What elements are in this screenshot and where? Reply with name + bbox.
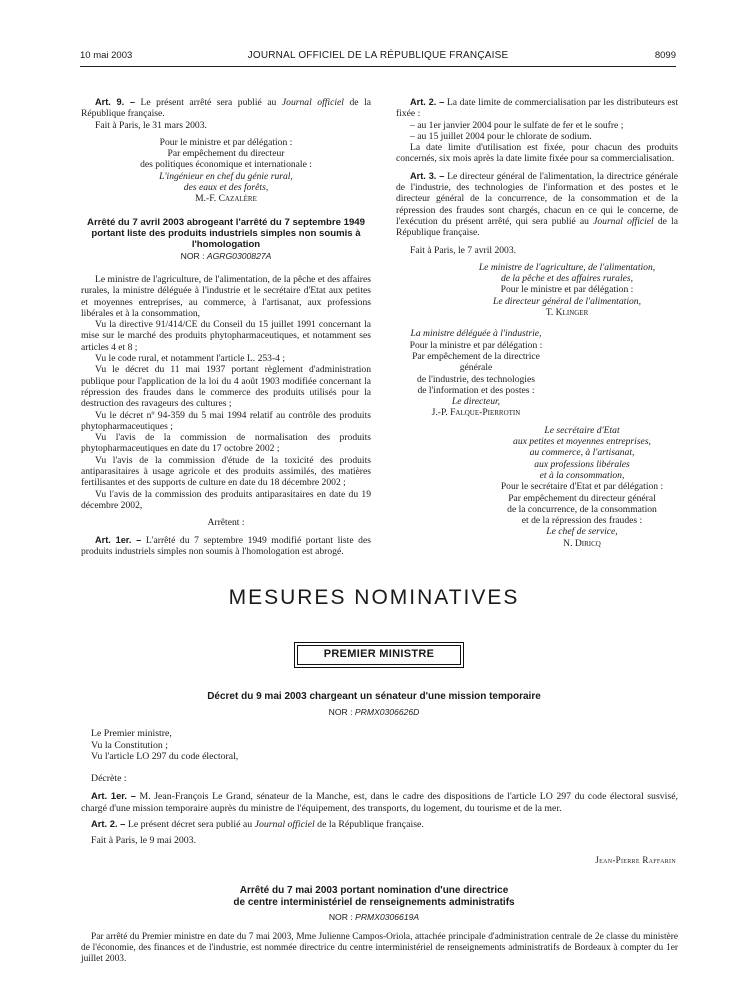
vu-paragraph: Vu l'avis de la commission d'étude de la toxicité des produits antiparasitaires à usage agricole et des produits assimilés, des matières fertilisantes et des supports de culture en date du 18 décembre 2002 ; [81, 454, 371, 489]
done-at: Fait à Paris, le 7 avril 2003. [410, 244, 517, 256]
vu-paragraph: Vu l'avis de la commission des produits antiparasitaires en date du 19 décembre 2002, [81, 488, 371, 511]
list-item: – au 1er janvier 2004 pour le sulfate de fer et le soufre ; [410, 119, 624, 131]
vu-paragraph: Vu le code rural, et notamment l'article L. 253-4 ; [95, 353, 286, 365]
decrete-heading: Décrète : [91, 772, 127, 784]
page-header [80, 50, 676, 64]
list-item: – au 15 juillet 2004 pour le chlorate de sodium. [410, 130, 592, 142]
vu-paragraph: Vu le décret nº 94-359 du 5 mai 1994 relatif au contrôle des produits phytopharmaceutiques ; [81, 409, 371, 432]
vu-paragraph: Vu la directive 91/414/CE du Conseil du 15 juillet 1991 concernant la mise sur le marché des produits phytopharmaceutiques, et notamment ses articles 4 et 8 ; [81, 319, 371, 353]
premier-ministre-label: PREMIER MINISTRE [297, 645, 461, 665]
arrete2-title-line1: Arrêté du 7 mai 2003 portant nomination d'une directrice [239, 885, 509, 896]
decret-nor: NOR : PRMX0306626D [328, 707, 420, 717]
decret-body: Le Premier ministre, Vu la Constitution ; Vu l'article LO 297 du code électoral, Décrète : Art. 1er. – M. Jean-François Le Grand, sénateur de la Manche, est, dans le cadre des dispositions de l'article LO 297 du code électoral susvisé, chargé d'une mission temporaire auprès du ministre de l'équipement, des transports, du logement, du tourisme et de la mer. Art. 2. – Le présent décret sera publié au Journal officiel de la République française. Fait à Paris, le 9 mai 2003. [81, 728, 679, 846]
decret-signature: Jean-Pierre Raffarin [595, 855, 676, 865]
signature-block-1: Pour le ministre et par délégation : Par empêchement du directeur des politiques économique et internationale : L'ingénieur en chef du génie rural, des eaux et des forêts, M.-F. Cazalère [140, 136, 312, 205]
arrete2-body: Par arrêté du Premier ministre en date du 7 mai 2003, Mme Julienne Campos-Oriola, attachée principale d'administration centrale de 2e classe du ministère de l'économie, des finances et de l'industrie, est nommée directrice du centre interministériel de renseignements administratifs de Bordeaux à compter du 1er juillet 2003. [81, 932, 678, 964]
arrete-nor: NOR : AGRG0300827A [180, 250, 272, 261]
preamble-paragraph: Le ministre de l'agriculture, de l'alimentation, de la pêche et des affaires rurales, la ministre déléguée à l'industrie et le secrétaire d'Etat aux petites et moyennes entreprises, au commerce, à l'artisanat, aux professions libérales et à la consommation, [81, 273, 371, 319]
vu-paragraph: Vu l'avis de la commission de normalisation des produits phytopharmaceutiques en date du 17 octobre 2002 ; [81, 432, 371, 455]
left-column [81, 97, 371, 557]
signature-block-minister: Le ministre de l'agriculture, de l'alimentation, de la pêche et des affaires rurales, Pour le ministre et par délégation : Le directeur général de l'alimentation, T. Klinger [478, 261, 656, 319]
article-3: Art. 3. – Le directeur général de l'alimentation, la directrice générale de l'industrie, des technologies de l'information et des postes et le directeur général de la concurrence, de la consommation et de la répression des fraudes sont chargés, chacun en ce qui le concerne, de l'exécution du présent arrêté, qui sera publié au Journal officiel de la République française. [396, 170, 678, 239]
decret-article-2: Art. 2. – Le présent décret sera publié au Journal officiel de la République française. [91, 818, 424, 830]
section-title: MESURES NOMINATIVES [228, 586, 520, 609]
right-column [396, 97, 678, 549]
article-2: Art. 2. – La date limite de commercialisation par les distributeurs est fixée : [396, 97, 679, 120]
arrete-title: Arrêté du 7 avril 2003 abrogeant l'arrêté du 7 septembre 1949 portant liste des produits industriels simples non soumis à l'homologation [87, 216, 365, 250]
vu-paragraph: Vu le décret du 11 mai 1937 portant règlement d'administration publique pour l'application de la loi du 4 août 1903 modifiée concernant la répression des fraudes dans le commerce des produits utilisés pour la destruction des ravageurs des cultures ; [81, 364, 371, 410]
header-rule [80, 66, 676, 67]
header-page-number: 8099 [654, 50, 676, 61]
article-1: Art. 1er. – L'arrêté du 7 septembre 1949 modifié portant liste des produits industriels simples non soumis à l'homologation est abrogé. [81, 534, 371, 557]
article-9: Art. 9. – Le présent arrêté sera publié au Journal officiel de la République française. [81, 97, 371, 120]
arrete2-title-line2: de centre interministériel de renseignements administratifs [233, 897, 515, 908]
header-date: 10 mai 2003 [80, 50, 133, 61]
arrete2-nor: NOR : PRMX0306619A [328, 912, 420, 922]
utilisation-paragraph: La date limite d'utilisation est fixée, pour chacun des produits concernés, six mois après la date limite fixée pour sa commercialisation. [396, 142, 678, 165]
arretent-heading: Arrêtent : [207, 517, 245, 529]
signature-block-industry: La ministre déléguée à l'industrie, Pour la ministre et par délégation : Par empêchement de la directrice générale de l'industrie, des technologies de l'information et des postes : Le directeur, J.-P. Falque-Pierrotin [409, 328, 543, 419]
signature-block-secretary: Le secrétaire d'Etat aux petites et moyennes entreprises, au commerce, à l'artisanat, aux professions libérales et à la consommation, Pour le secrétaire d'Etat et par délégation : Par empêchement du directeur général de la concurrence, de la consommation et de la répression des fraudes : Le chef de service, N. Diricq [500, 424, 664, 549]
decret-article-1: Art. 1er. – M. Jean-François Le Grand, sénateur de la Manche, est, dans le cadre des dispositions de l'article LO 297 du code électoral susvisé, chargé d'une mission temporaire auprès du ministre de l'équipement, des transports, du logement, du tourisme et de la mer. [81, 790, 679, 814]
premier-ministre-box [294, 642, 464, 668]
decret-title: Décret du 9 mai 2003 chargeant un sénateur d'une mission temporaire [207, 691, 541, 702]
header-journal-title: JOURNAL OFFICIEL DE LA RÉPUBLIQUE FRANÇAISE [247, 50, 509, 61]
done-at: Fait à Paris, le 9 mai 2003. [91, 834, 197, 846]
done-at: Fait à Paris, le 31 mars 2003. [95, 119, 207, 131]
